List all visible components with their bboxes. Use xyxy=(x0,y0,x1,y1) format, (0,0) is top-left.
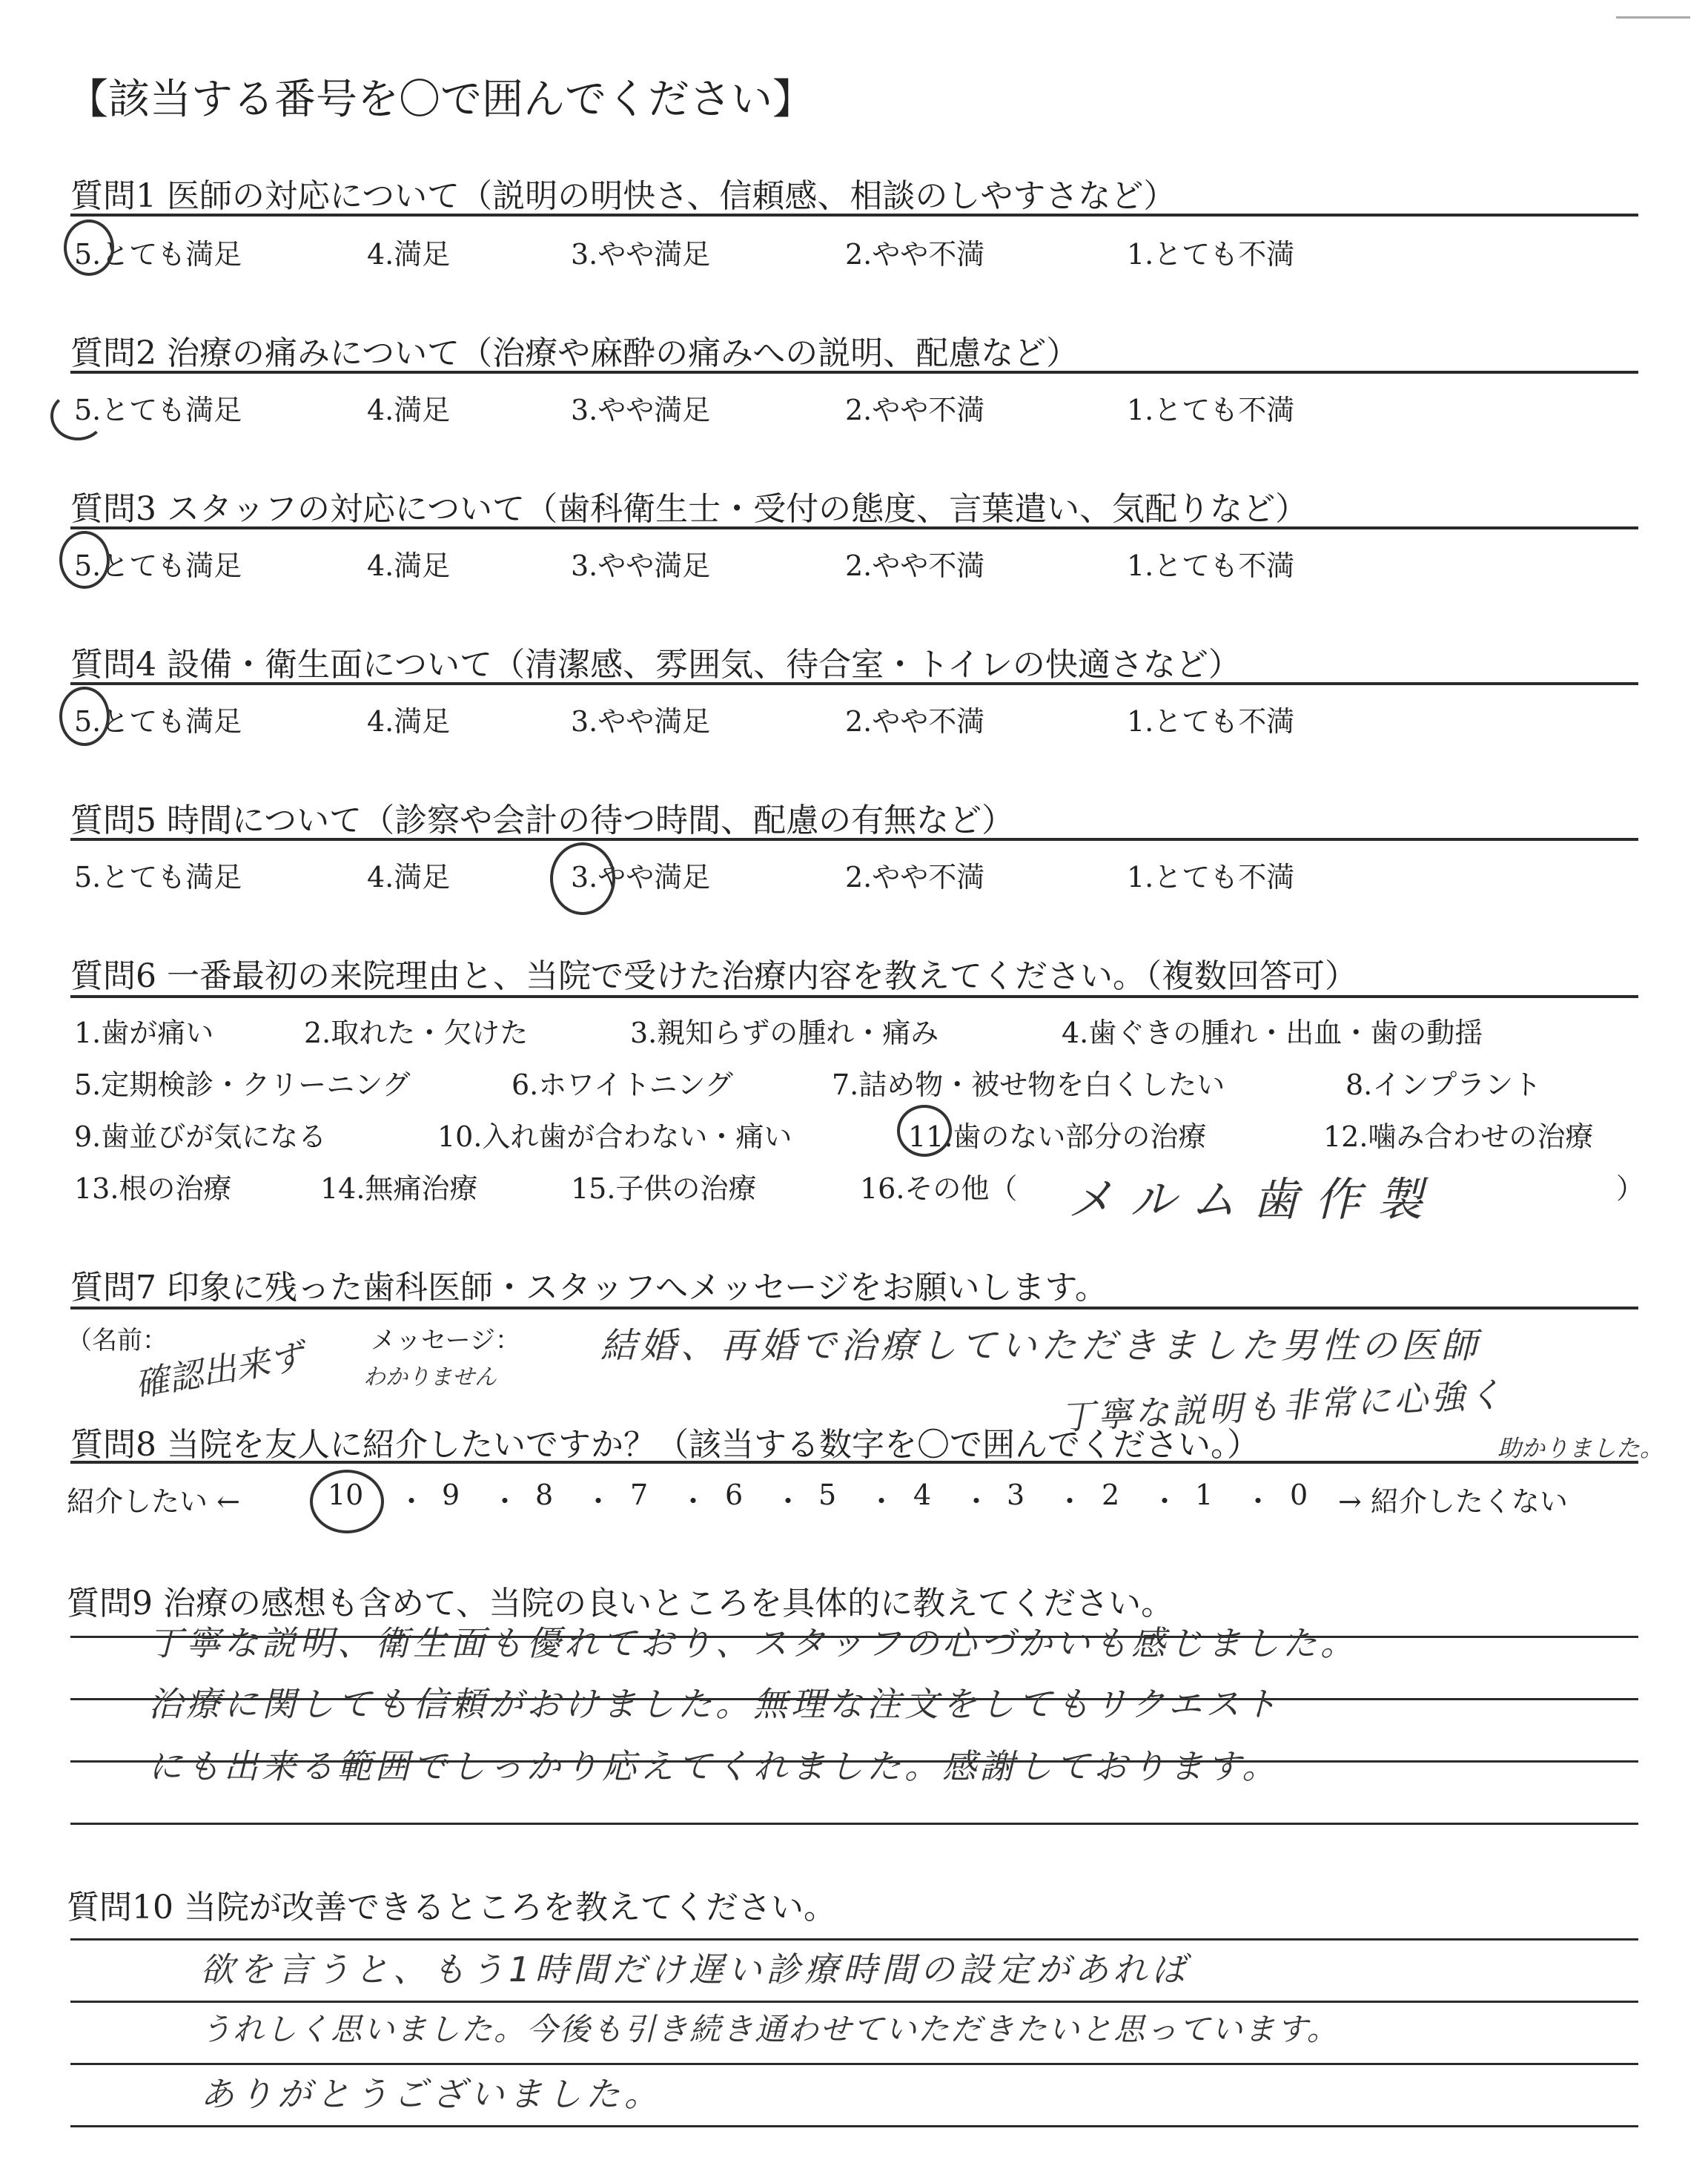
q6-option-4[interactable]: 4.歯ぐきの腫れ・出血・歯の動揺 xyxy=(1062,1017,1483,1049)
q6-other-close: ） xyxy=(1616,1172,1645,1205)
q8-separator: ・ xyxy=(1244,1485,1273,1518)
question-4-rule xyxy=(70,682,1638,685)
q5-option-1[interactable]: 1.とても不満 xyxy=(1127,861,1295,894)
q6-option-7[interactable]: 7.詰め物・被せ物を白くしたい xyxy=(832,1069,1225,1101)
q10-answer-line-2: うれしく思いました。今後も引き続き通わせていただきたいと思っています。 xyxy=(200,2011,1340,2047)
question-10-label: 質問10 当院が改善できるところを教えてください。 xyxy=(67,1889,836,1926)
q1-option-4[interactable]: 4.満足 xyxy=(367,238,451,271)
question-8-rule xyxy=(70,1461,1638,1464)
question-3-label: 質問3 スタッフの対応について（歯科衛生士・受付の態度、言葉遣い、気配りなど） xyxy=(70,490,1308,528)
q3-option-4[interactable]: 4.満足 xyxy=(367,549,451,582)
q8-separator: ・ xyxy=(679,1485,708,1518)
q8-separator: ・ xyxy=(491,1485,520,1518)
q4-selection-circle xyxy=(59,687,110,746)
q8-right-label: → 紹介したくない xyxy=(1338,1485,1568,1518)
q7-message-label: メッセージ： xyxy=(371,1326,520,1355)
q6-option-1[interactable]: 1.歯が痛い xyxy=(74,1017,214,1049)
question-5-rule xyxy=(70,838,1638,841)
q6-other-handwriting: メルム歯作製 xyxy=(1068,1172,1440,1226)
q9-answer-line-1: 丁寧な説明、衛生面も優れており、スタッフの心づかいも感じました。 xyxy=(148,1623,1358,1663)
q2-option-3[interactable]: 3.やや満足 xyxy=(571,394,711,426)
q2-option-1[interactable]: 1.とても不満 xyxy=(1127,394,1295,426)
q3-option-1[interactable]: 1.とても不満 xyxy=(1127,549,1295,582)
q6-option-9[interactable]: 9.歯並びが気になる xyxy=(74,1120,327,1153)
question-7-rule xyxy=(70,1307,1638,1309)
q2-selection-circle xyxy=(50,392,105,440)
q7-name-label: （名前： xyxy=(67,1326,168,1355)
q6-option-11[interactable]: 11.歯のない部分の治療 xyxy=(908,1120,1207,1153)
q6-option-16[interactable]: 16.その他（ xyxy=(860,1172,1018,1205)
form-title: 【該当する番号を〇で囲んでください】 xyxy=(67,76,814,124)
q1-selection-circle xyxy=(64,219,114,276)
q8-separator: ・ xyxy=(774,1485,803,1518)
q6-option-15[interactable]: 15.子供の治療 xyxy=(571,1172,757,1205)
q7-message-handwriting-3: 助かりました。 xyxy=(1497,1434,1664,1462)
q5-option-3[interactable]: 3.やや満足 xyxy=(571,861,711,894)
q5-option-4[interactable]: 4.満足 xyxy=(367,861,451,894)
question-9-label: 質問9 治療の感想も含めて、当院の良いところを具体的に教えてください。 xyxy=(67,1585,1174,1622)
question-2-label: 質問2 治療の痛みについて（治療や麻酔の痛みへの説明、配慮など） xyxy=(70,334,1079,372)
q8-left-label: 紹介したい ← xyxy=(67,1485,240,1518)
q4-option-4[interactable]: 4.満足 xyxy=(367,705,451,738)
question-8-label: 質問8 当院を友人に紹介したいですか？（該当する数字を〇で囲んでください。） xyxy=(70,1426,1260,1464)
q5-option-2[interactable]: 2.やや不満 xyxy=(845,861,985,894)
question-6-rule xyxy=(70,995,1638,998)
q2-option-4[interactable]: 4.満足 xyxy=(367,394,451,426)
q6-selection-circle xyxy=(897,1105,952,1157)
q8-scale-2[interactable]: 2 xyxy=(1102,1479,1120,1511)
q4-option-2[interactable]: 2.やや不満 xyxy=(845,705,985,738)
q10-answer-line xyxy=(70,2125,1638,2127)
q8-scale-0[interactable]: 0 xyxy=(1290,1479,1308,1511)
q3-option-2[interactable]: 2.やや不満 xyxy=(845,549,985,582)
q7-name-handwriting-2: わかりません xyxy=(363,1364,497,1390)
q4-option-1[interactable]: 1.とても不満 xyxy=(1127,705,1295,738)
q8-scale-6[interactable]: 6 xyxy=(725,1479,744,1511)
question-7-label: 質問7 印象に残った歯科医師・スタッフへメッセージをお願いします。 xyxy=(70,1269,1108,1307)
q6-option-14[interactable]: 14.無痛治療 xyxy=(320,1172,478,1205)
q3-selection-circle xyxy=(59,531,110,589)
q10-answer-line-3: ありがとうございました。 xyxy=(200,2074,663,2114)
q9-answer-line-2: 治療に関しても信頼がおけました。無理な注文をしてもリクエスト xyxy=(148,1684,1282,1724)
q8-separator: ・ xyxy=(1056,1485,1085,1518)
q8-separator: ・ xyxy=(584,1485,613,1518)
q8-scale-4[interactable]: 4 xyxy=(913,1479,932,1511)
q5-option-5[interactable]: 5.とても満足 xyxy=(74,861,242,894)
q6-option-3[interactable]: 3.親知らずの腫れ・痛み xyxy=(630,1017,939,1049)
question-6-label: 質問6 一番最初の来院理由と、当院で受けた治療内容を教えてください。（複数回答可） xyxy=(70,957,1357,995)
q4-option-3[interactable]: 3.やや満足 xyxy=(571,705,711,738)
q2-option-2[interactable]: 2.やや不満 xyxy=(845,394,985,426)
q1-option-3[interactable]: 3.やや満足 xyxy=(571,238,711,271)
q6-option-8[interactable]: 8.インプラント xyxy=(1345,1069,1542,1101)
question-5-label: 質問5 時間について（診察や会計の待つ時間、配慮の有無など） xyxy=(70,802,1015,839)
q8-scale-5[interactable]: 5 xyxy=(818,1479,837,1511)
q10-answer-line-1: 欲を言うと、もう1時間だけ遅い診療時間の設定があれば xyxy=(200,1949,1191,1989)
scan-corner-mark xyxy=(1616,16,1690,19)
q10-answer-line xyxy=(70,2001,1638,2003)
q8-separator: ・ xyxy=(962,1485,991,1518)
q6-option-12[interactable]: 12.噛み合わせの治療 xyxy=(1323,1120,1594,1153)
q10-answer-line xyxy=(70,1938,1638,1941)
q8-scale-9[interactable]: 9 xyxy=(442,1479,460,1511)
q3-option-5[interactable]: 5.とても満足 xyxy=(74,549,242,582)
q6-option-13[interactable]: 13.根の治療 xyxy=(74,1172,232,1205)
q8-separator: ・ xyxy=(867,1485,896,1518)
q1-option-1[interactable]: 1.とても不満 xyxy=(1127,238,1295,271)
question-4-label: 質問4 設備・衛生面について（清潔感、雰囲気、待合室・トイレの快適さなど） xyxy=(70,646,1241,684)
q9-answer-line-3: にも出来る範囲でしっかり応えてくれました。感謝しております。 xyxy=(148,1746,1280,1786)
q8-selection-circle xyxy=(310,1470,384,1533)
question-2-rule xyxy=(70,371,1638,374)
q4-option-5[interactable]: 5.とても満足 xyxy=(74,705,242,738)
q2-option-5[interactable]: 5.とても満足 xyxy=(74,394,242,426)
q10-answer-line xyxy=(70,2063,1638,2065)
q5-selection-circle xyxy=(550,842,615,915)
q8-scale-10[interactable]: 10 xyxy=(328,1479,364,1511)
q6-option-5[interactable]: 5.定期検診・クリーニング xyxy=(74,1069,411,1101)
q6-option-6[interactable]: 6.ホワイトニング xyxy=(512,1069,733,1101)
q8-separator: ・ xyxy=(1151,1485,1179,1518)
q8-scale-7[interactable]: 7 xyxy=(630,1479,649,1511)
question-1-rule xyxy=(70,214,1638,217)
q9-answer-line xyxy=(70,1823,1638,1825)
q1-option-5[interactable]: 5.とても満足 xyxy=(74,238,242,271)
q8-separator: ・ xyxy=(397,1485,426,1518)
q1-option-2[interactable]: 2.やや不満 xyxy=(845,238,985,271)
question-3-rule xyxy=(70,526,1638,529)
q8-scale-8[interactable]: 8 xyxy=(535,1479,554,1511)
q8-scale-1[interactable]: 1 xyxy=(1195,1479,1214,1511)
q7-name-handwriting: 確認出来ず xyxy=(131,1335,307,1405)
q8-scale-3[interactable]: 3 xyxy=(1007,1479,1025,1511)
q7-message-handwriting-1: 結婚、再婚で治療していただきました男性の医師 xyxy=(600,1325,1482,1367)
q7-message-handwriting-2: 丁寧な説明も非常に心強く xyxy=(1059,1374,1506,1438)
question-1-label: 質問1 医師の対応について（説明の明快さ、信頼感、相談のしやすさなど） xyxy=(70,177,1176,215)
q6-option-10[interactable]: 10.入れ歯が合わない・痛い xyxy=(437,1120,792,1153)
q3-option-3[interactable]: 3.やや満足 xyxy=(571,549,711,582)
q6-option-2[interactable]: 2.取れた・欠けた xyxy=(304,1017,529,1049)
